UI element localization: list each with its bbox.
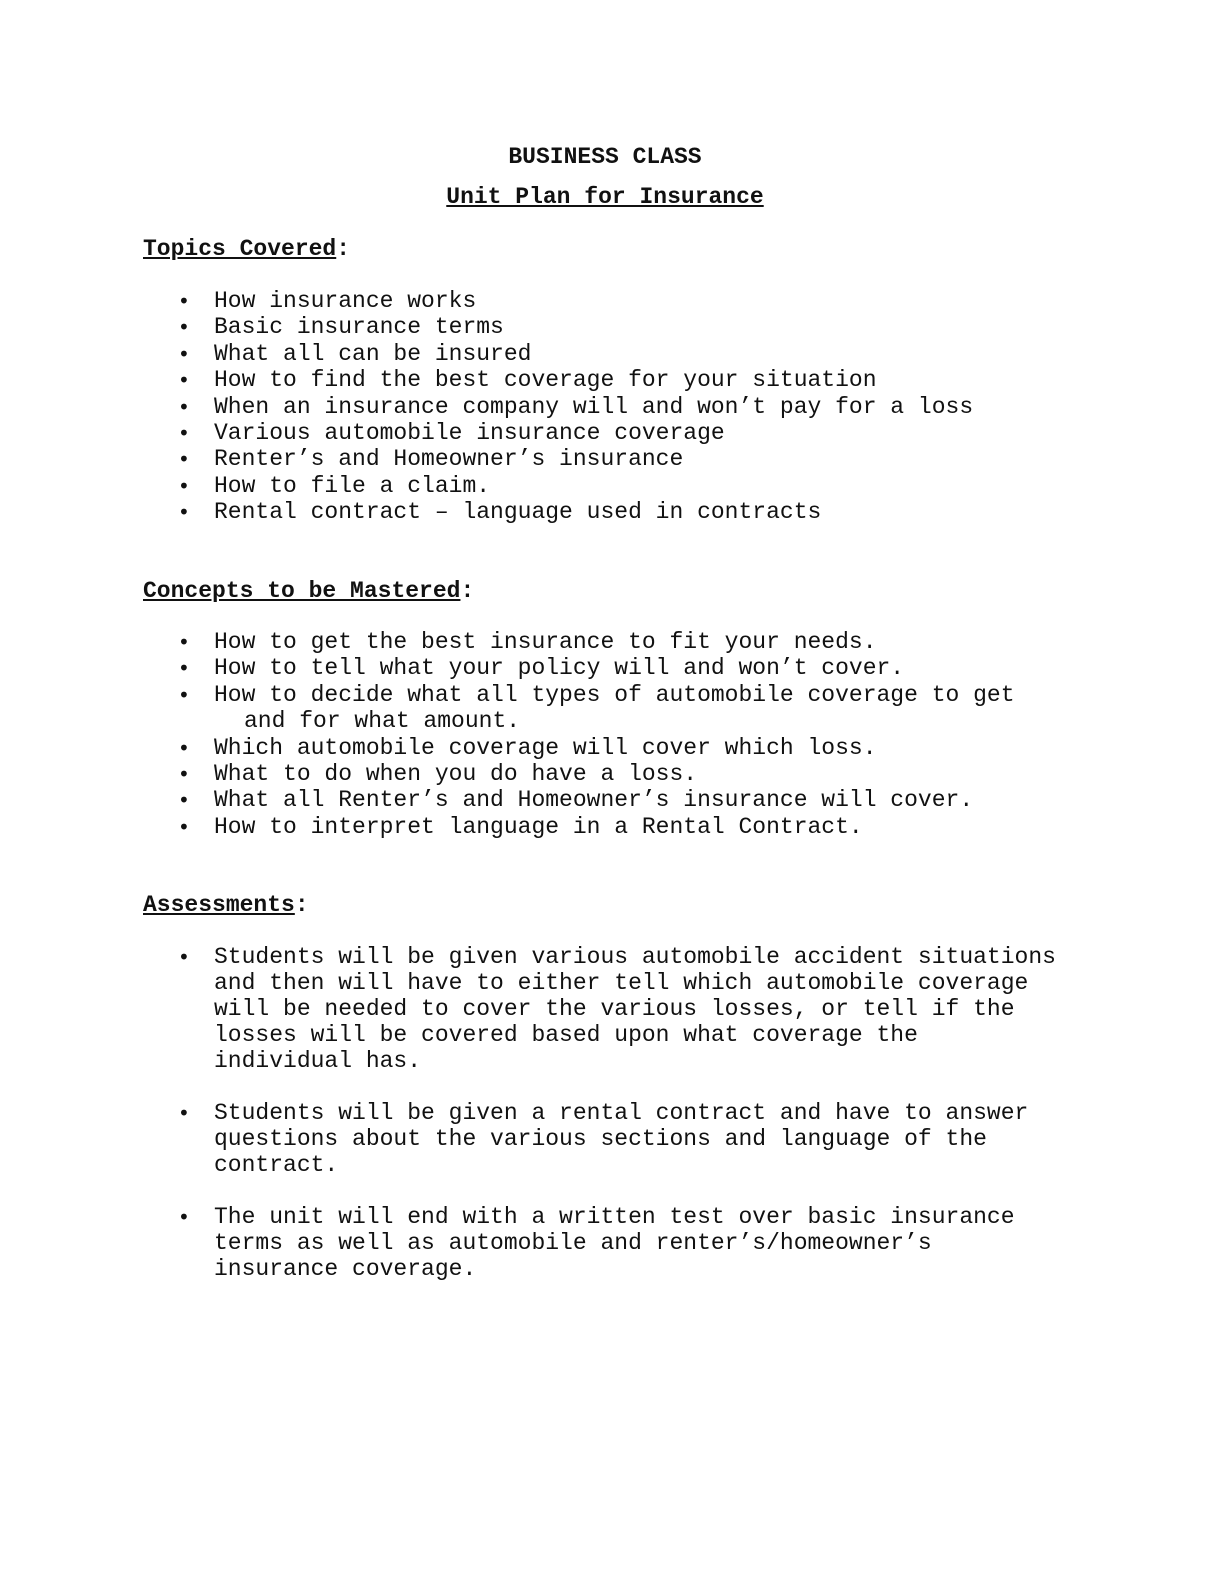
- bullet-icon: •: [178, 341, 190, 366]
- bullet-icon: •: [178, 289, 190, 313]
- list-item: • Various automobile insurance coverage: [178, 420, 725, 447]
- topics-heading: [143, 235, 350, 263]
- assessments-heading-text: Assessments: [143, 892, 295, 918]
- list-item: • What all Renter’s and Homeowner’s insurance will cover.: [178, 787, 974, 814]
- bullet-icon: •: [178, 762, 190, 787]
- bullet-icon: •: [178, 368, 190, 393]
- list-item: • How to tell what your policy will and won’t cover.: [178, 655, 905, 682]
- assessments-list: [178, 944, 1070, 1308]
- topics-list: [178, 288, 1078, 526]
- bullet-icon: •: [178, 814, 190, 839]
- bullet-icon: •: [178, 421, 190, 446]
- list-item: • How to interpret language in a Rental Contract.: [178, 813, 863, 840]
- list-item: • Students will be given a rental contract and have to answer questions about the various sections and language of the contract.: [178, 1100, 1043, 1178]
- list-item: • How to file a claim.: [178, 472, 491, 499]
- bullet-icon: •: [178, 656, 190, 681]
- topics-heading-colon: :: [336, 236, 351, 262]
- list-item: • How insurance works: [178, 288, 477, 314]
- bullet-icon: •: [178, 788, 190, 813]
- bullet-icon: •: [178, 394, 190, 419]
- assessments-heading: [143, 891, 309, 919]
- concepts-list: [178, 629, 1038, 840]
- bullet-icon: •: [178, 315, 190, 340]
- bullet-icon: •: [178, 682, 190, 707]
- concepts-heading: [143, 577, 474, 605]
- bullet-icon: •: [178, 500, 190, 525]
- list-item: • When an insurance company will and won’t pay for a loss: [178, 393, 974, 420]
- list-item: • How to find the best coverage for your situation: [178, 367, 877, 394]
- list-item: • How to get the best insurance to fit your needs.: [178, 629, 877, 655]
- list-item: • What to do when you do have a loss.: [178, 761, 698, 788]
- list-item: • How to decide what all types of automobile coverage to get and for what amount.: [178, 681, 1029, 735]
- list-item: • Which automobile coverage will cover which loss.: [178, 734, 877, 761]
- list-item: • Basic insurance terms: [178, 314, 504, 341]
- assessments-heading-colon: :: [294, 892, 309, 918]
- concepts-heading-colon: :: [460, 578, 475, 604]
- concepts-heading-text: Concepts to be Mastered: [143, 578, 461, 604]
- document-title: BUSINESS CLASS: [508, 144, 702, 170]
- list-item: • Students will be given various automobile accident situations and then will have to either tell which automobile coverage will be needed to cover the various losses, or tell if the losses will be covered based upon what coverage the individual has.: [178, 944, 1070, 1074]
- list-item: • Renter’s and Homeowner’s insurance: [178, 446, 684, 473]
- bullet-icon: •: [178, 473, 190, 498]
- bullet-icon: •: [178, 447, 190, 472]
- bullet-icon: •: [178, 735, 190, 760]
- bullet-icon: •: [178, 1205, 190, 1229]
- bullet-icon: •: [178, 945, 190, 969]
- list-item: • Rental contract – language used in contracts: [178, 499, 822, 526]
- list-item: • The unit will end with a written test over basic insurance terms as well as automobile and renter’s/homeowner’s insurance coverage.: [178, 1204, 1029, 1282]
- document-subtitle: Unit Plan for Insurance: [446, 184, 764, 210]
- list-item: • What all can be insured: [178, 340, 532, 367]
- bullet-icon: •: [178, 1101, 190, 1125]
- bullet-icon: •: [178, 630, 190, 654]
- topics-heading-text: Topics Covered: [143, 236, 337, 262]
